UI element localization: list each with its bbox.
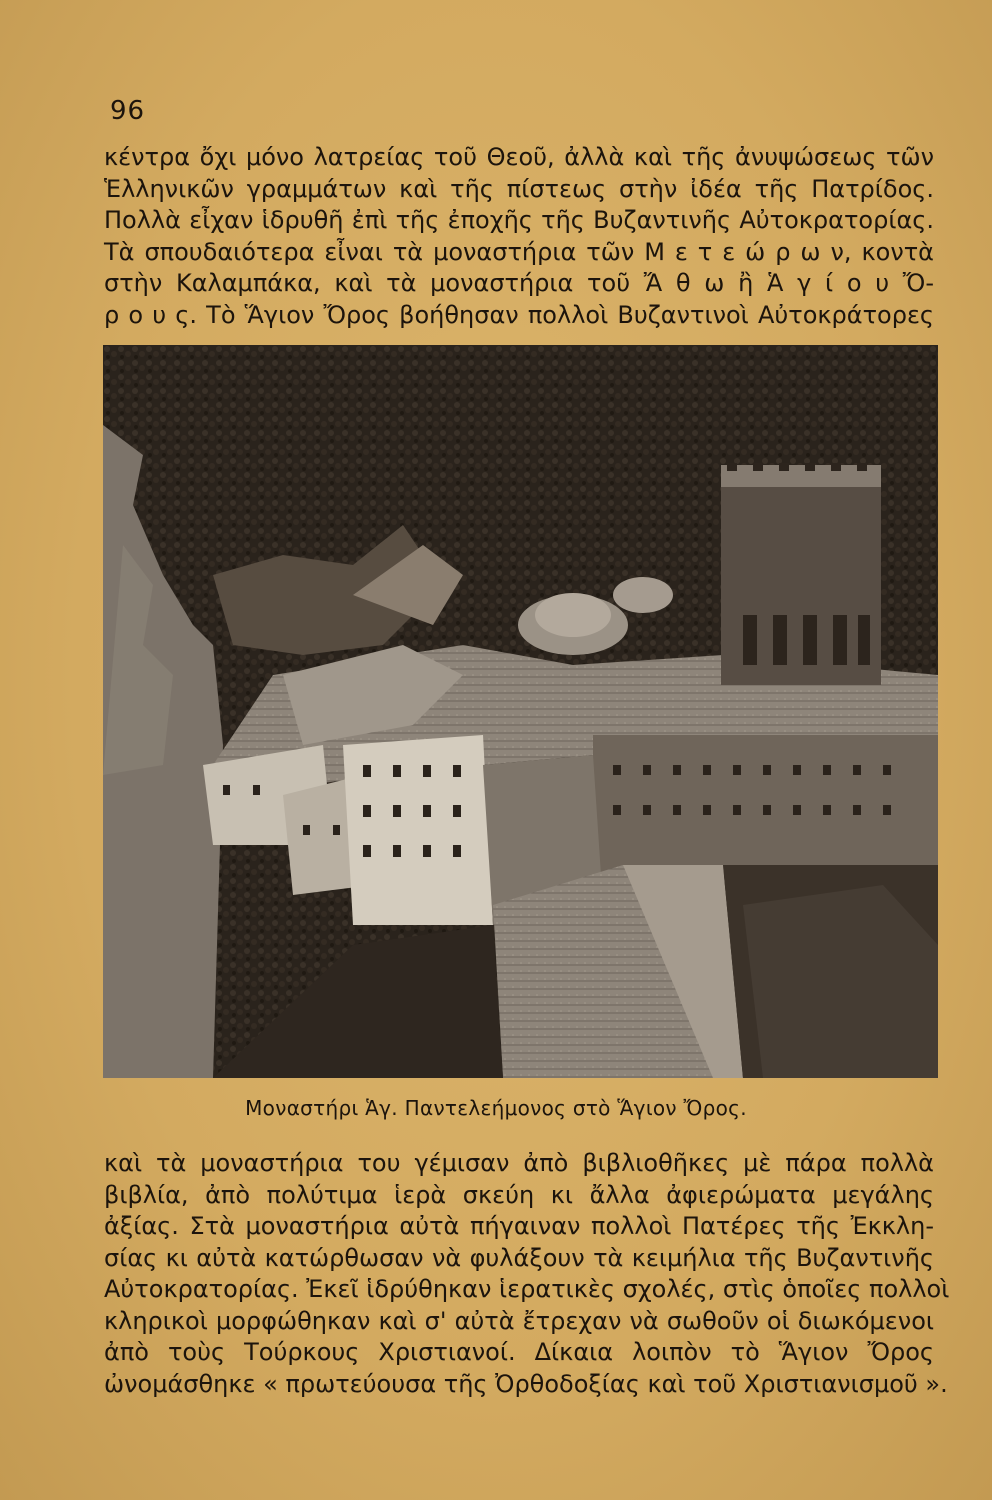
paragraph-top bbox=[104, 142, 934, 331]
text-line: κληρικοὶ μορφώθηκαν καὶ σ' αὐτὰ ἔτρεχαν νὰ σωθοῦν οἱ διωκόμενοι bbox=[104, 1306, 934, 1335]
text-line: Πολλὰ εἶχαν ἱδρυθῆ ἐπὶ τῆς ἐποχῆς τῆς Βυζαντινῆς Αὐτοκρατορίας. bbox=[104, 206, 934, 234]
text-line: ρ ο υ ς. Τὸ Ἅγιον Ὄρος βοήθησαν πολλοὶ Βυζαντινοὶ Αὐτοκράτορες bbox=[104, 300, 934, 329]
text-line: σίας κι αὐτὰ κατώρθωσαν νὰ φυλάξουν τὰ κειμήλια τῆς Βυζαντινῆς bbox=[104, 1243, 934, 1272]
text-line: κέντρα ὄχι μόνο λατρείας τοῦ Θεοῦ, ἀλλὰ καὶ τῆς ἀνυψώσεως τῶν bbox=[104, 143, 934, 171]
monastery-photo bbox=[103, 345, 938, 1078]
text-line: Αὐτοκρατορίας. Ἐκεῖ ἱδρύθηκαν ἱερατικὲς σχολές, στὶς ὁποῖες πολλοὶ bbox=[104, 1275, 950, 1303]
page-number: 96 bbox=[110, 96, 146, 126]
paragraph-bottom bbox=[104, 1148, 950, 1400]
text-line: βιβλία, ἀπὸ πολύτιμα ἱερὰ σκεύη κι ἄλλα ἀφιερώματα μεγάλης bbox=[104, 1180, 934, 1209]
text-line: ὠνομάσθηκε « πρωτεύουσα τῆς Ὀρθοδοξίας καὶ τοῦ Χριστιανισμοῦ ». bbox=[104, 1369, 948, 1398]
text-line: Ἑλληνικῶν γραμμάτων καὶ τῆς πίστεως στὴν ἰδέα τῆς Πατρίδος. bbox=[104, 174, 934, 203]
photo-caption: Μοναστήρι Ἁγ. Παντελεήμονος στὸ Ἅγιον Ὄρος. bbox=[245, 1096, 747, 1120]
text-line: στὴν Καλαμπάκα, καὶ τὰ μοναστήρια τοῦ Ἄ θ ω ἢ Ἁ γ ί ο υ Ὄ- bbox=[104, 269, 934, 297]
text-line: Τὰ σπουδαιότερα εἶναι τὰ μοναστήρια τῶν Μ ε τ ε ώ ρ ω ν, κοντὰ bbox=[104, 237, 934, 266]
text-line: καὶ τὰ μοναστήρια του γέμισαν ἀπὸ βιβλιοθῆκες μὲ πάρα πολλὰ bbox=[104, 1149, 934, 1177]
text-line: ἀξίας. Στὰ μοναστήρια αὐτὰ πήγαιναν πολλοὶ Πατέρες τῆς Ἐκκλη- bbox=[104, 1212, 934, 1240]
text-line: ἀπὸ τοὺς Τούρκους Χριστιανοί. Δίκαια λοιπὸν τὸ Ἅγιον Ὄρος bbox=[104, 1338, 934, 1366]
